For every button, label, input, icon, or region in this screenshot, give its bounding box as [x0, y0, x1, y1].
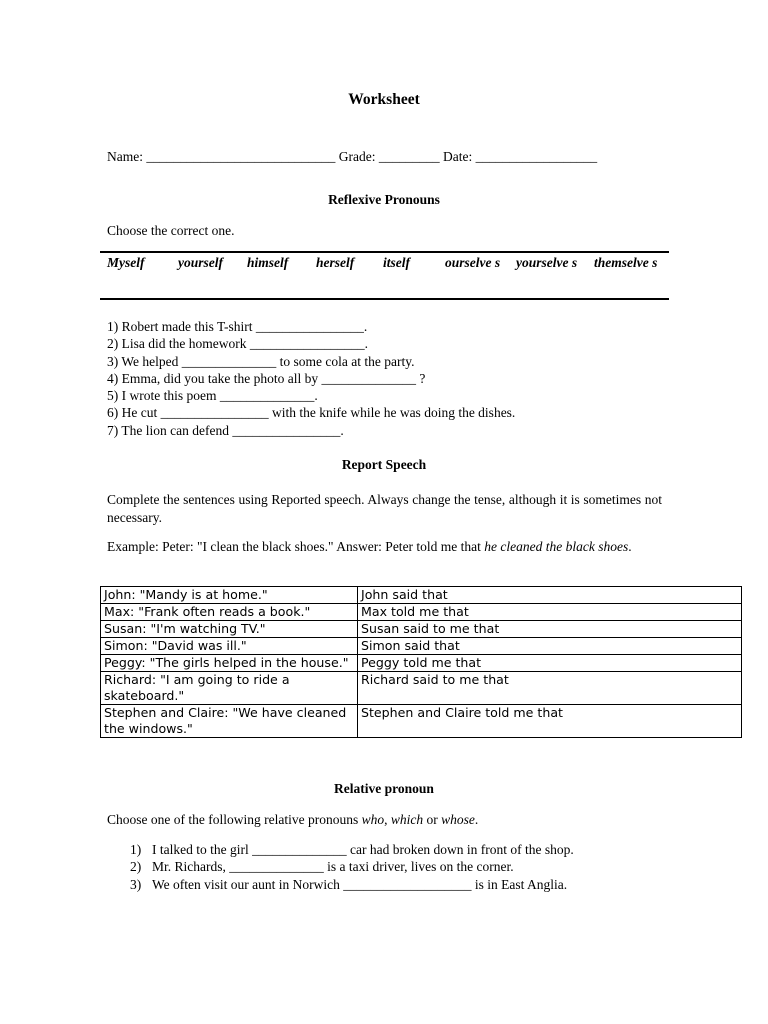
report-speech-instruction: Complete the sentences using Reported speech. Always change the tense, although it is sometimes not necessary. [107, 492, 662, 525]
exercise-item: I talked to the girl ______________ car had broken down in front of the shop. [152, 842, 574, 857]
worksheet-title: Worksheet [348, 91, 420, 108]
exercise-item: 7) The lion can defend ________________. [107, 423, 344, 438]
report-speech-example [107, 538, 637, 556]
pronoun-option: himself [247, 255, 289, 270]
separator: , [384, 812, 391, 827]
option-who: who [361, 812, 385, 827]
table-row [101, 672, 742, 705]
reflexive-pronouns-heading: Reflexive Pronouns [328, 192, 440, 207]
item-number: 3) [130, 877, 142, 892]
quote-cell: Max: "Frank often reads a book." [101, 604, 358, 621]
option-whose: whose [441, 812, 475, 827]
table-row [101, 621, 742, 638]
pronoun-table-top-rule [100, 251, 669, 253]
table-row [101, 655, 742, 672]
exercise-item: 1) Robert made this T-shirt ________________. [107, 319, 368, 334]
exercise-item: 6) He cut ________________ with the knife while he was doing the dishes. [107, 405, 516, 420]
exercise-item: 5) I wrote this poem ______________. [107, 388, 318, 403]
item-number: 2) [130, 859, 142, 874]
instruction-period: . [474, 812, 479, 827]
pronoun-table-bottom-rule [100, 298, 669, 300]
answer-cell: Simon said that [358, 638, 742, 655]
table-row [101, 587, 742, 604]
pronoun-option: ourselve s [445, 255, 501, 270]
example-text: Example: Peter: "I clean the black shoes." Answer: Peter told me that [107, 539, 485, 554]
pronoun-option: themselve s [594, 255, 658, 270]
exercise-item: 3) We helped ______________ to some cola at the party. [107, 354, 415, 369]
exercise-item: We often visit our aunt in Norwich ___________________ is in East Anglia. [152, 877, 568, 892]
exercise-item: 2) Lisa did the homework _________________. [107, 336, 368, 351]
report-speech-heading: Report Speech [341, 457, 427, 472]
answer-cell: Stephen and Claire told me that [358, 705, 742, 738]
quote-cell: Richard: "I am going to ride a skateboard." [101, 672, 358, 705]
quote-cell: John: "Mandy is at home." [101, 587, 358, 604]
answer-cell: Max told me that [358, 604, 742, 621]
pronoun-option: itself [383, 255, 410, 270]
pronoun-option: yourself [178, 255, 223, 270]
table-row [101, 705, 742, 738]
quote-cell: Peggy: "The girls helped in the house." [101, 655, 358, 672]
pronoun-option: Myself [107, 255, 145, 270]
relative-pronoun-heading: Relative pronoun [334, 781, 434, 796]
quote-cell: Susan: "I'm watching TV." [101, 621, 358, 638]
answer-cell: Susan said to me that [358, 621, 742, 638]
pronoun-option: yourselve s [516, 255, 578, 270]
student-info-line: Name: ____________________________ Grade: _________ Date: __________________ [107, 149, 598, 164]
example-answer: he cleaned the black shoes [484, 539, 629, 554]
reflexive-instruction: Choose the correct one. [107, 223, 235, 238]
example-period: . [628, 539, 632, 554]
reported-speech-table [100, 586, 742, 738]
answer-cell: John said that [358, 587, 742, 604]
option-which: which [390, 812, 424, 827]
table-row [101, 604, 742, 621]
answer-cell: Peggy told me that [358, 655, 742, 672]
quote-cell: Simon: "David was ill." [101, 638, 358, 655]
item-number: 1) [130, 842, 142, 857]
table-row [101, 638, 742, 655]
relative-instruction [107, 811, 478, 829]
exercise-item: Mr. Richards, ______________ is a taxi driver, lives on the corner. [152, 859, 514, 874]
quote-cell: Stephen and Claire: "We have cleaned the windows." [101, 705, 358, 738]
answer-cell: Richard said to me that [358, 672, 742, 705]
separator: or [423, 812, 442, 827]
pronoun-option: herself [316, 255, 355, 270]
instruction-text: Choose one of the following relative pronouns [107, 812, 362, 827]
exercise-item: 4) Emma, did you take the photo all by ______________ ? [107, 371, 426, 386]
